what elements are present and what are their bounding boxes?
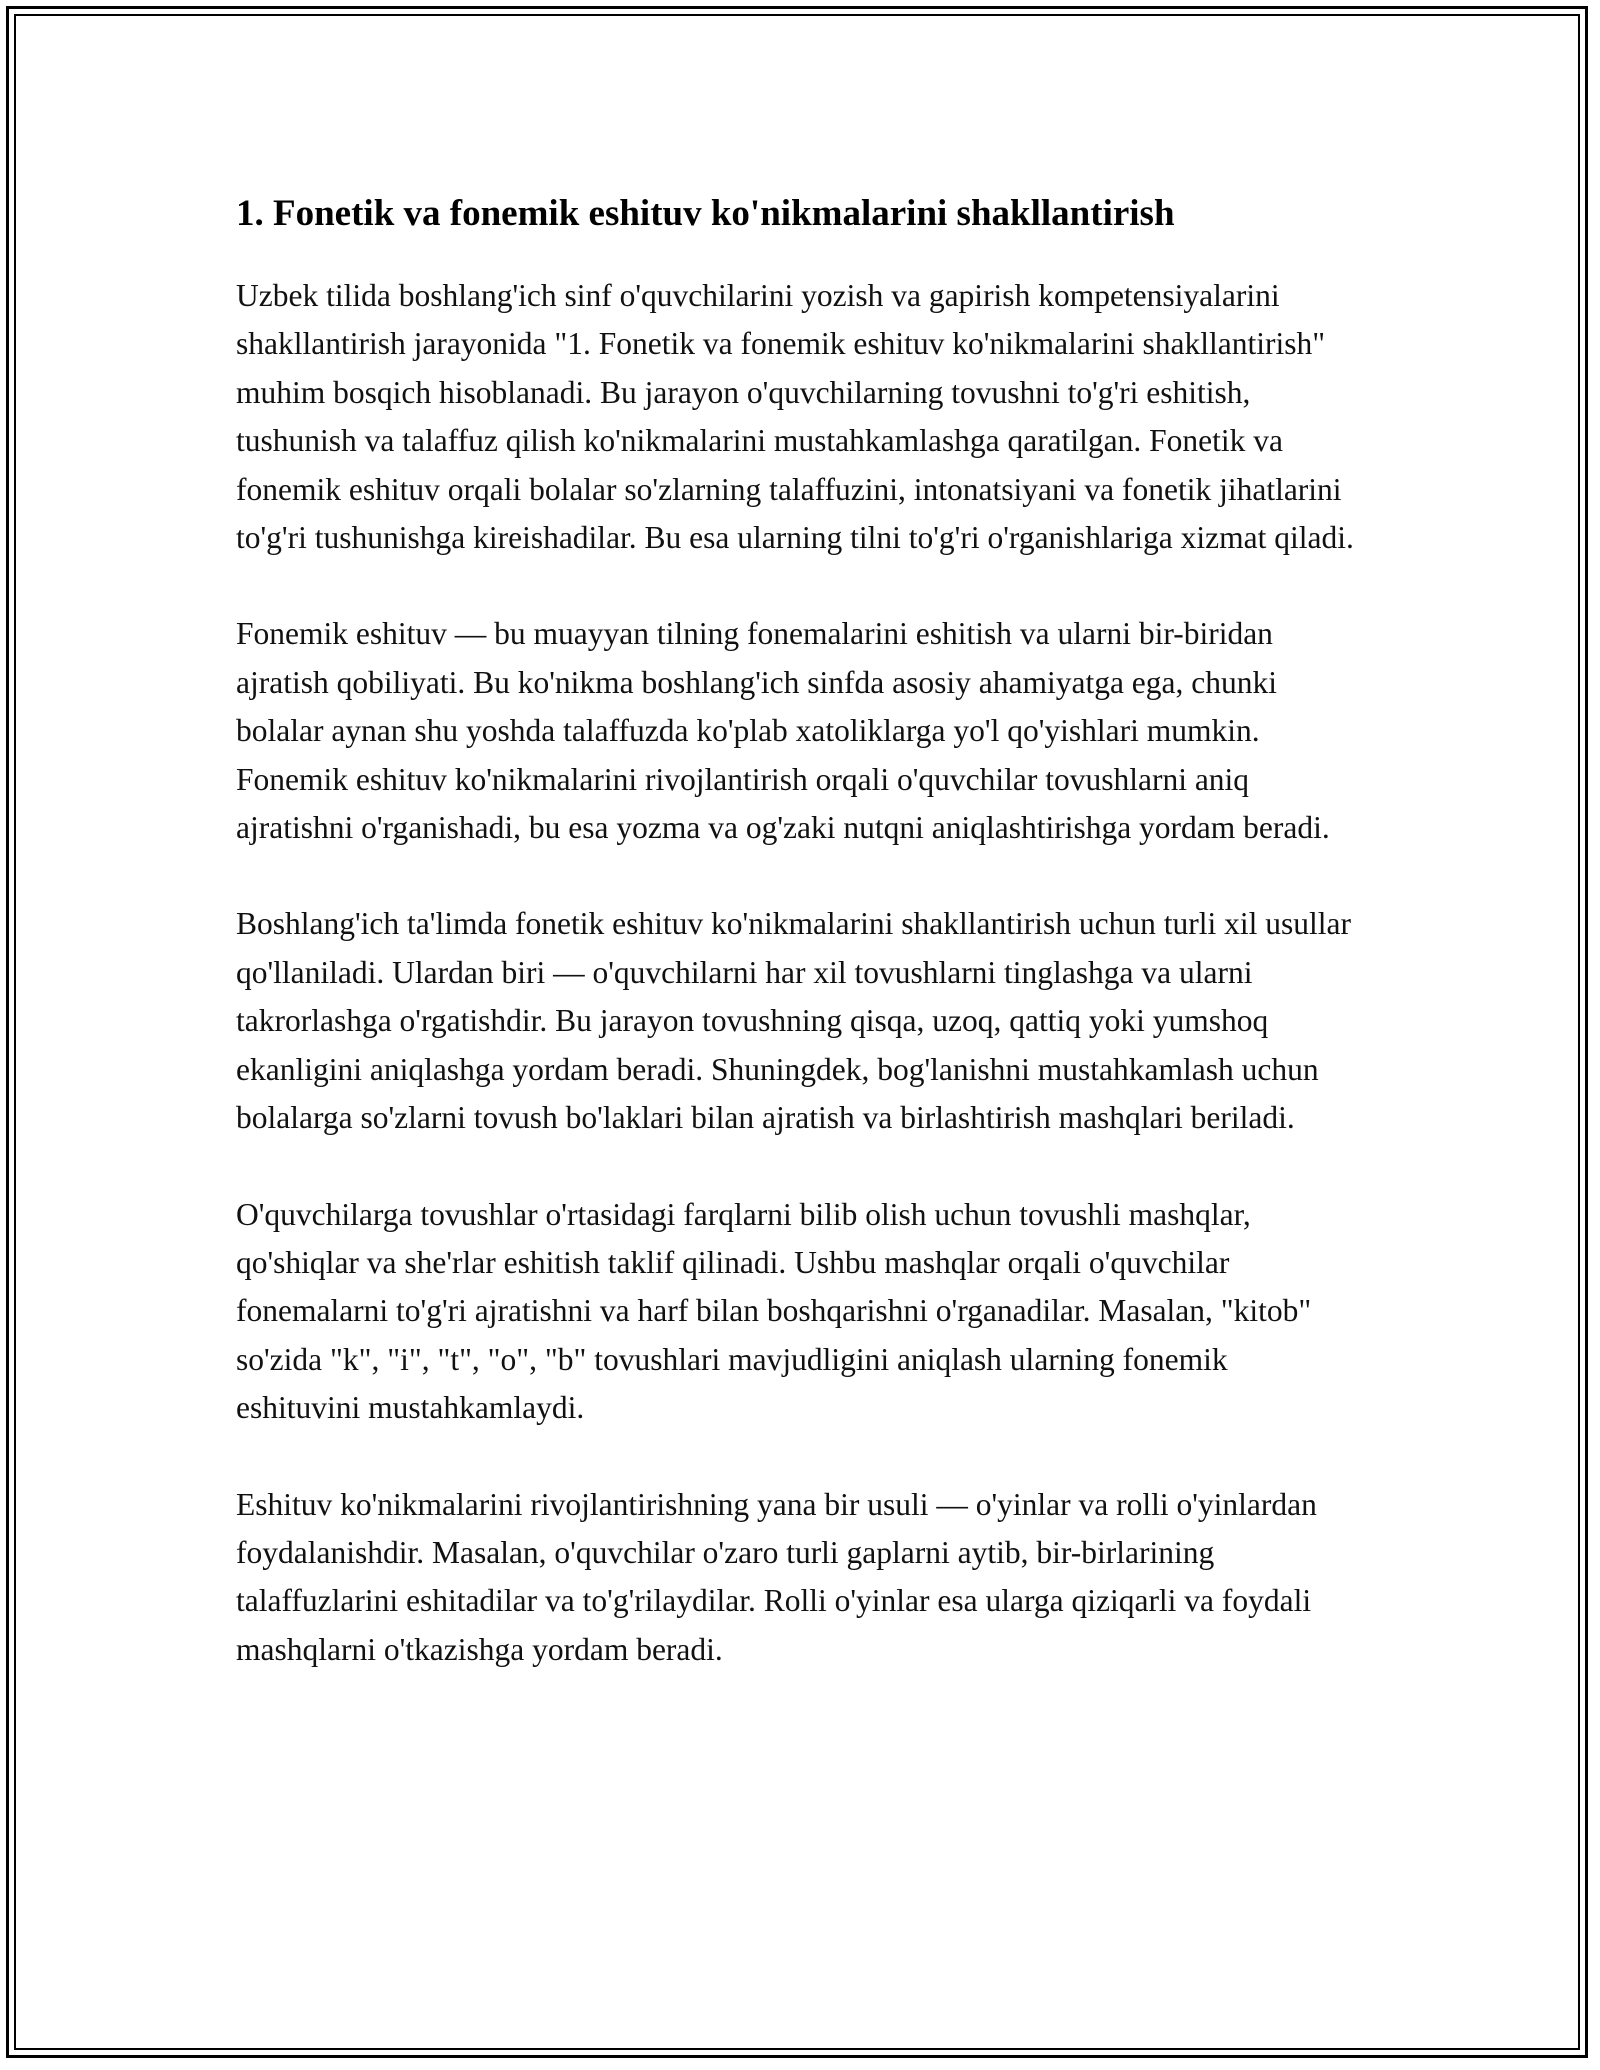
paragraph: O'quvchilarga tovushlar o'rtasidagi farqlarni bilib olish uchun tovushli mashqlar, qo'shiqlar va she'rlar eshitish taklif qilinadi. Ushbu mashqlar orqali o'quvchilar fonemalarni to'g'ri ajratishni va harf bilan boshqarishni o'rganadilar. Masalan, "kitob" so'zida "k", "i", "t", "o", "b" tovushlari mavjudligini aniqlash ularning fonemik eshituvini mustahkamlaydi.	[236, 1196, 1312, 1426]
section-heading: 1. Fonetik va fonemik eshituv ko'nikmalarini shakllantirish	[236, 193, 1175, 234]
paragraph: Eshituv ko'nikmalarini rivojlantirishning yana bir usuli — o'yinlar va rolli o'yinlardan foydalanishdir. Masalan, o'quvchilar o'zaro turli gaplarni aytib, bir-birlarining talaffuzlarini eshitadilar va to'g'rilaydilar. Rolli o'yinlar esa ularga qiziqarli va foydali mashqlarni o'tkazishga yordam beradi.	[236, 1486, 1317, 1667]
paragraph: Uzbek tilida boshlang'ich sinf o'quvchilarini yozish va gapirish kompetensiyalarini shakllantirish jarayonida "1. Fonetik va fonemik eshituv ko'nikmalarini shakllantirish" muhim bosqich hisoblanadi. Bu jarayon o'quvchilarning tovushni to'g'ri eshitish, tushunish va talaffuz qilish ko'nikmalarini mustahkamlashga qaratilgan. Fonetik va fonemik eshituv orqali bolalar so'zlarning talaffuzini, intonatsiyani va fonetik jihatlarini to'g'ri tushunishga kireishadilar. Bu esa ularning tilni to'g'ri o'rganishlariga xizmat qiladi.	[236, 278, 1354, 556]
paragraph: Fonemik eshituv — bu muayyan tilning fonemalarini eshitish va ularni bir-biridan ajratish qobiliyati. Bu ko'nikma boshlang'ich sinfda asosiy ahamiyatga ega, chunki bolalar aynan shu yoshda talaffuzda ko'plab xatoliklarga yo'l qo'yishlari mumkin. Fonemik eshituv ko'nikmalarini rivojlantirish orqali o'quvchilar tovushlarni aniq ajratishni o'rganishadi, bu esa yozma va og'zaki nutqni aniqlashtirishga yordam beradi.	[236, 616, 1330, 846]
paragraph: Boshlang'ich ta'limda fonetik eshituv ko'nikmalarini shakllantirish uchun turli xil usullar qo'llaniladi. Ulardan biri — o'quvchilarni har xil tovushlarni tinglashga va ularni takrorlashga o'rgatishdir. Bu jarayon tovushning qisqa, uzoq, qattiq yoki yumshoq ekanligini aniqlashga yordam beradi. Shuningdek, bog'lanishni mustahkamlash uchun bolalarga so'zlarni tovush bo'laklari bilan ajratish va birlashtirish mashqlari beriladi.	[236, 906, 1351, 1136]
document-body	[236, 186, 1356, 1722]
